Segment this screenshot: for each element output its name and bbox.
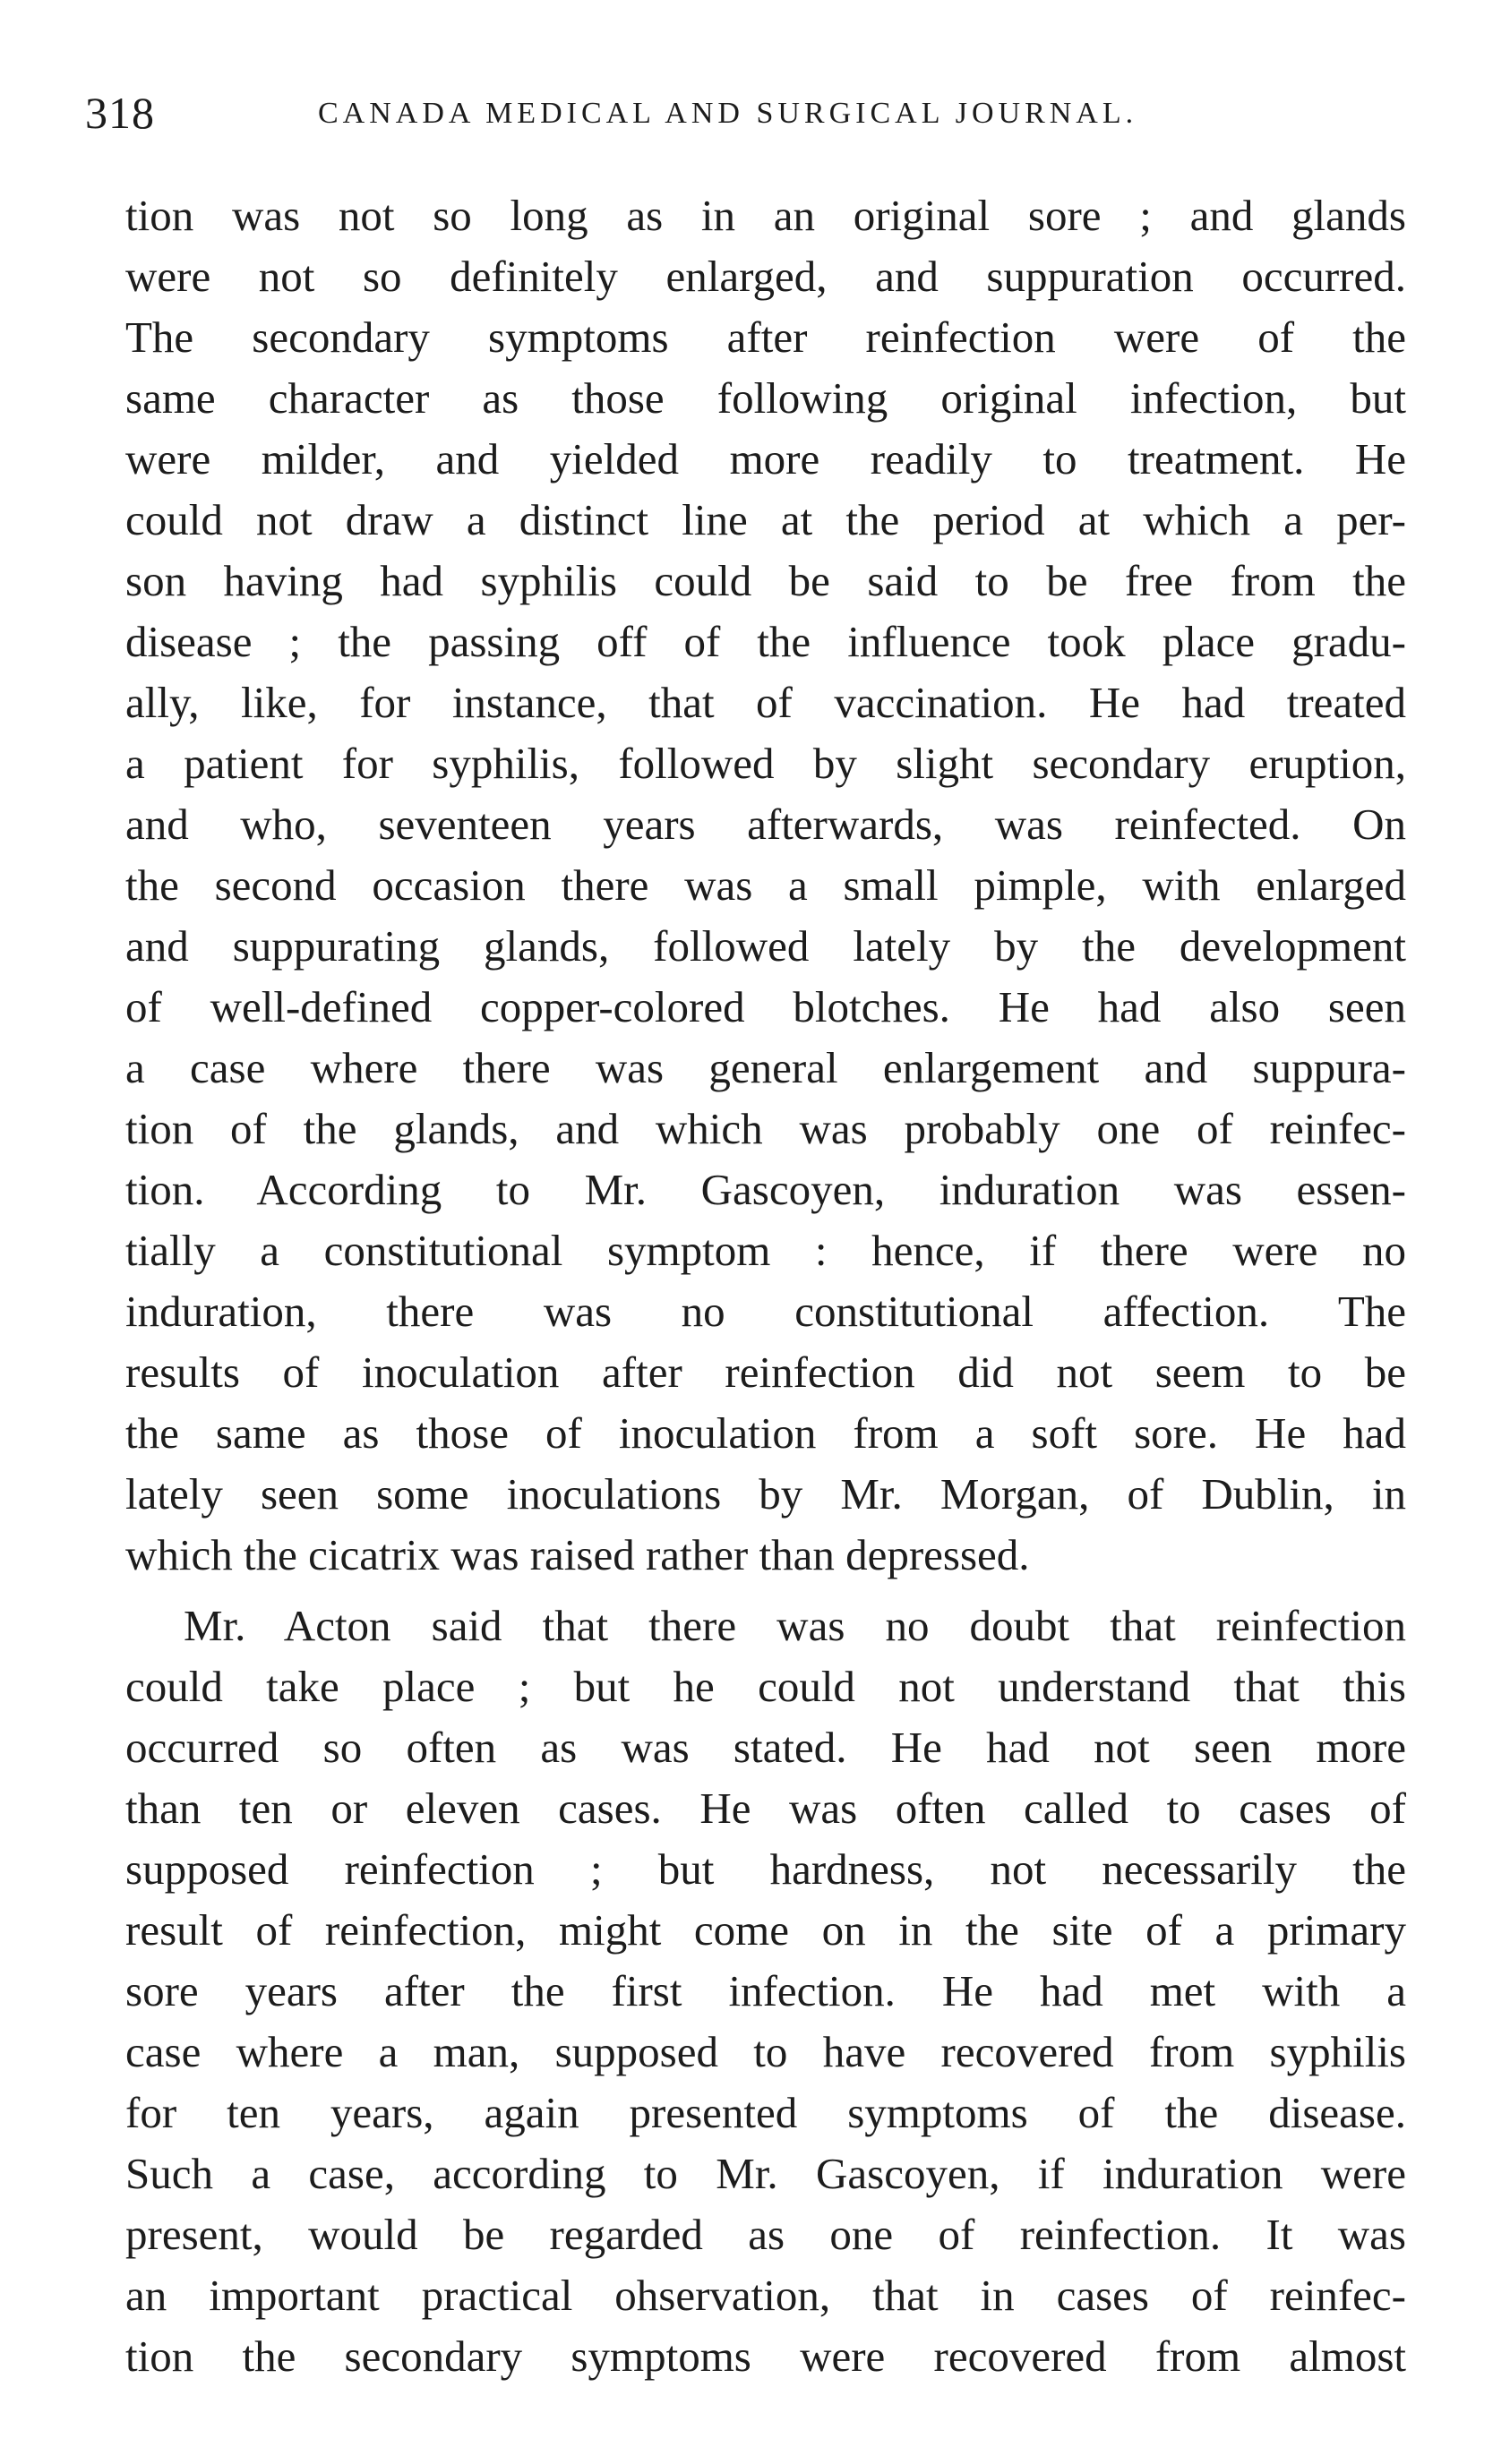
text-line: tially a constitutional symptom : hence, if there were no [125,1226,1406,1275]
text-line: and suppurating glands, followed lately by the development [125,921,1406,971]
text-line: than ten or eleven cases. He was often called to cases of [125,1784,1406,1833]
journal-title: CANADA MEDICAL AND SURGICAL JOURNAL. [318,97,1138,130]
text-line: could not draw a distinct line at the period at which a per- [125,495,1406,544]
text-line: result of reinfection, might come on in the site of a primary [125,1905,1406,1955]
text-line: son having had syphilis could be said to be free from the [125,556,1406,605]
text-line: lately seen some inoculations by Mr. Morgan, of Dublin, in [125,1469,1406,1519]
text-line: were not so definitely enlarged, and suppuration occurred. [125,252,1406,301]
text-line: results of inoculation after reinfection did not seem to be [125,1348,1406,1397]
text-line: tion of the glands, and which was probably one of reinfec- [125,1104,1406,1153]
text-line: ally, like, for instance, that of vaccination. He had treated [125,678,1406,727]
text-line: which the cicatrix was raised rather than depressed. [125,1530,1030,1579]
text-line: Such a case, according to Mr. Gascoyen, if induration were [125,2149,1406,2198]
text-line: and who, seventeen years afterwards, was reinfected. On [125,800,1406,849]
paragraph-gap [125,1586,1406,1596]
running-head [85,86,1357,140]
text-line: a case where there was general enlargement and suppura- [125,1043,1406,1092]
text-line: sore years after the first infection. He had met with a [125,1966,1406,2015]
paragraph-acton [125,1596,1406,2387]
page-number: 318 [85,88,155,138]
paragraph-continuation [125,185,1406,1586]
text-line: for ten years, again presented symptoms of the disease. [125,2088,1406,2137]
text-line: tion the secondary symptoms were recovered from almost [125,2331,1406,2381]
text-line: tion. According to Mr. Gascoyen, induration was essen- [125,1165,1406,1214]
text-line: could take place ; but he could not understand that this [125,1662,1406,1711]
text-line: a patient for syphilis, followed by slight secondary eruption, [125,739,1406,788]
text-line: case where a man, supposed to have recovered from syphilis [125,2027,1406,2076]
text-line: same character as those following original infection, but [125,373,1406,423]
text-line: an important practical ohservation, that in cases of reinfec- [125,2271,1406,2320]
text-line: the second occasion there was a small pimple, with enlarged [125,860,1406,910]
text-line: disease ; the passing off of the influence took place gradu- [125,617,1406,666]
text-line: were milder, and yielded more readily to treatment. He [125,434,1406,483]
text-line: tion was not so long as in an original sore ; and glands [125,191,1406,240]
text-line: present, would be regarded as one of reinfection. It was [125,2210,1406,2259]
text-line: occurred so often as was stated. He had not seen more [125,1723,1406,1772]
body-text [125,185,1406,2387]
text-line: supposed reinfection ; but hardness, not necessarily the [125,1844,1406,1894]
text-line: of well-defined copper-colored blotches. He had also seen [125,982,1406,1031]
text-line: the same as those of inoculation from a soft sore. He had [125,1408,1406,1458]
text-line: induration, there was no constitutional affection. The [125,1287,1406,1336]
text-line: The secondary symptoms after reinfection were of the [125,312,1406,362]
text-line: Mr. Acton said that there was no doubt that reinfection [184,1601,1406,1650]
